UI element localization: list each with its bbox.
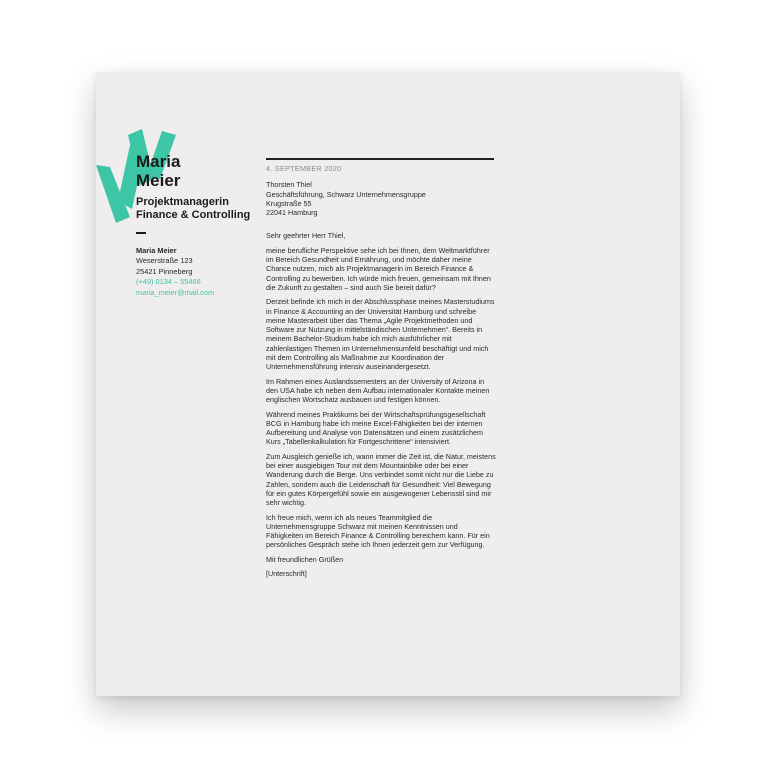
paragraph: Während meines Praktikums bei der Wirtschaftsprüfungsgesellschaft BCG in Hamburg habe ich meine Excel-Fähigkeiten bei der internen Aufbereitung und Analyse von Datensätzen und einem zusätzlichem Kurs „Tabellenkalkulation für Fortgeschrittene“ intensiviert. — [266, 409, 486, 447]
paragraph: Derzeit befinde ich mich in der Abschlussphase meines Masterstudiums in Finance & Accounting an der Universität Hamburg und schreibe meine Masterarbeit über das Thema „Agile Projektmethoden und Software zur Nutzung in mittelständischen Unternehmen“. Bereits in meinem Bachelor-Studium habe ich mich ausführlicher mit zahlenlastigen Themen im Unternehmensumfeld beschäftigt und mich mit dem Controlling als Maßnahme zur Koordination der Unternehmensführung intensiv auseinandergesetzt. — [266, 297, 495, 372]
applicant-last-name: Meier — [136, 171, 181, 190]
recipient-city: 22041 Hamburg — [266, 208, 318, 218]
contact-email: maria_meier@mail.com — [136, 287, 215, 297]
contact-city: 25421 Pinneberg — [136, 266, 193, 276]
signature: [Unterschrift] — [266, 568, 307, 578]
divider-dash — [136, 232, 146, 234]
paragraph: Ich freue mich, wenn ich als neues Teammitglied die Unternehmensgruppe Schwarz mit meinen Kenntnissen und Fähigkeiten im Bereich Finance & Controlling bereichern kann. Für ein persönliches Gespräch stehe ich Ihnen jederzeit gern zur Verfügung. — [266, 512, 490, 550]
letter-body — [266, 164, 496, 583]
applicant-role — [136, 196, 250, 222]
recipient-street: Krugstraße 55 — [266, 198, 312, 208]
paragraph: Im Rahmen eines Auslandssemesters an der University of Arizona in den USA habe ich neben dem Aufbau internationaler Kontakte meinen englischen Wortschatz ausbauen und festigen können. — [266, 376, 490, 405]
contact-name: Maria Meier — [136, 246, 177, 255]
closing: Mit freundlichen Grüßen — [266, 554, 344, 564]
recipient-address — [266, 180, 496, 217]
recipient-company: Geschäftsführung, Schwarz Unternehmensgruppe — [266, 189, 426, 199]
contact-phone: (+49) 0134 – 55466 — [136, 277, 201, 287]
header-rule — [266, 158, 494, 160]
letter-date: 4. SEPTEMBER 2020 — [266, 164, 342, 173]
applicant-name — [136, 152, 180, 190]
paragraph: Zum Ausgleich genieße ich, wann immer die Zeit ist, die Natur, meistens bei einer ausgiebigen Tour mit dem Mountainbike oder bei einer Wanderung durch die Berge. Uns verbindet somit nicht nur die Liebe zu Zahlen, sondern auch die Leidenschaft für Gesundheit: Viel Bewegung für ein gutes Körpergefühl sowie ein ausgewogener Lebensstil sind mir sehr wichtig. — [266, 451, 496, 508]
contact-street: Weserstraße 123 — [136, 256, 193, 266]
role-line-1: Projektmanagerin — [136, 196, 229, 208]
role-line-2: Finance & Controlling — [136, 209, 251, 221]
letter-page — [96, 72, 680, 696]
applicant-first-name: Maria — [136, 152, 181, 171]
salutation: Sehr geehrter Herr Thiel, — [266, 231, 346, 241]
contact-block — [136, 246, 214, 298]
paragraph: meine berufliche Perspektive sehe ich bei Ihnen, dem Weltmarktführer im Bereich Gesundheit und Ernährung, und möchte daher meine Chance nutzen, mich als Projektmanagerin im Bereich Finance & Controlling zu bewerben. Ich würde mich freuen, gemeinsam mit Ihnen die Zukunft zu gestalten – sind auch Sie bereit dafür? — [266, 245, 491, 292]
recipient-name: Thorsten Thiel — [266, 180, 312, 190]
